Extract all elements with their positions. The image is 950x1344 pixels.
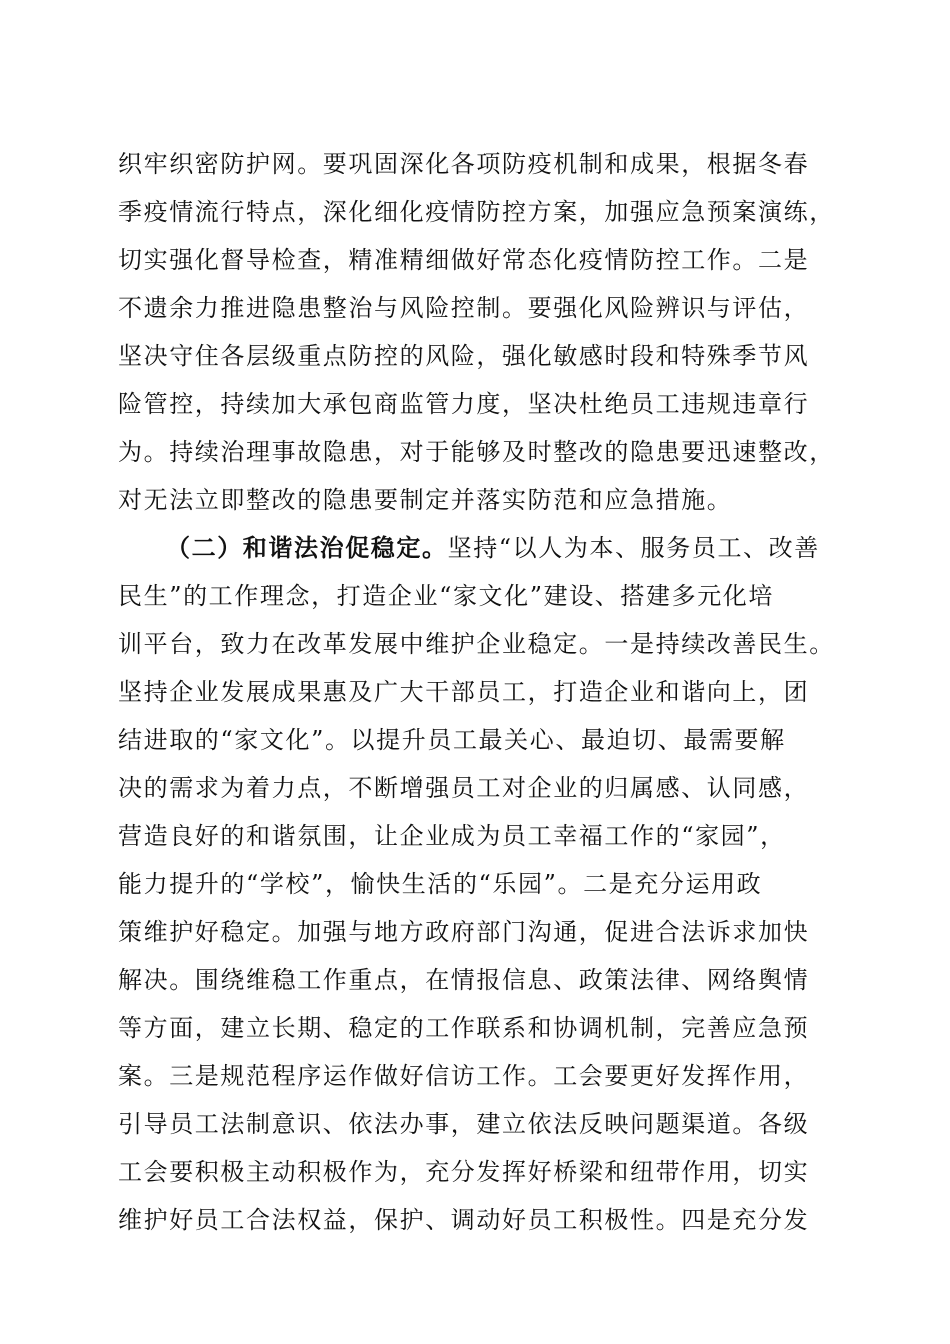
body-line: 险管控，持续加大承包商监管力度，坚决杜绝员工违规违章行: [118, 390, 810, 418]
body-line: 工会要积极主动积极作为，充分发挥好桥梁和纽带作用，切实: [118, 1158, 810, 1186]
body-line: 不遗余力推进隐患整治与风险控制。要强化风险辨识与评估，: [118, 294, 810, 322]
body-line: 解决。围绕维稳工作重点，在情报信息、政策法律、网络舆情: [118, 966, 810, 994]
body-line: 织牢织密防护网。要巩固深化各项防疫机制和成果，根据冬春: [118, 150, 810, 178]
body-line: 训平台，致力在改革发展中维护企业稳定。一是持续改善民生。: [118, 630, 835, 658]
body-line: 策维护好稳定。加强与地方政府部门沟通，促进合法诉求加快: [118, 918, 810, 946]
body-line: 决的需求为着力点，不断增强员工对企业的归属感、认同感，: [118, 774, 810, 802]
body-line: 能力提升的“学校”，愉快生活的“乐园”。二是充分运用政: [118, 870, 763, 898]
section-first-line-text: 坚持“以人为本、服务员工、改善: [447, 534, 820, 562]
body-line: 坚持企业发展成果惠及广大干部员工，打造企业和谐向上，团: [118, 678, 810, 706]
body-line: 引导员工法制意识、依法办事，建立依法反映问题渠道。各级: [118, 1110, 810, 1138]
body-line: 对无法立即整改的隐患要制定并落实防范和应急措施。: [118, 486, 733, 514]
section-heading-line: [118, 524, 838, 572]
body-line: 维护好员工合法权益，保护、调动好员工积极性。四是充分发: [118, 1206, 810, 1234]
body-line: 坚决守住各层级重点防控的风险，强化敏感时段和特殊季节风: [118, 342, 810, 370]
body-line: 为。持续治理事故隐患，对于能够及时整改的隐患要迅速整改，: [118, 438, 835, 466]
section-heading: （二）和谐法治促稳定。: [166, 533, 448, 562]
body-line: 季疫情流行特点，深化细化疫情防控方案，加强应急预案演练，: [118, 198, 835, 226]
body-line: 营造良好的和谐氛围，让企业成为员工幸福工作的“家园”，: [118, 822, 786, 850]
body-line: 结进取的“家文化”。以提升员工最关心、最迫切、最需要解: [118, 726, 786, 754]
body-line: 民生”的工作理念，打造企业“家文化”建设、搭建多元化培: [118, 582, 775, 610]
body-line: 切实强化督导检查，精准精细做好常态化疫情防控工作。二是: [118, 246, 810, 274]
body-line: 等方面，建立长期、稳定的工作联系和协调机制，完善应急预: [118, 1014, 810, 1042]
body-line: 案。三是规范程序运作做好信访工作。工会要更好发挥作用，: [118, 1062, 810, 1090]
document-body: [118, 140, 838, 1244]
